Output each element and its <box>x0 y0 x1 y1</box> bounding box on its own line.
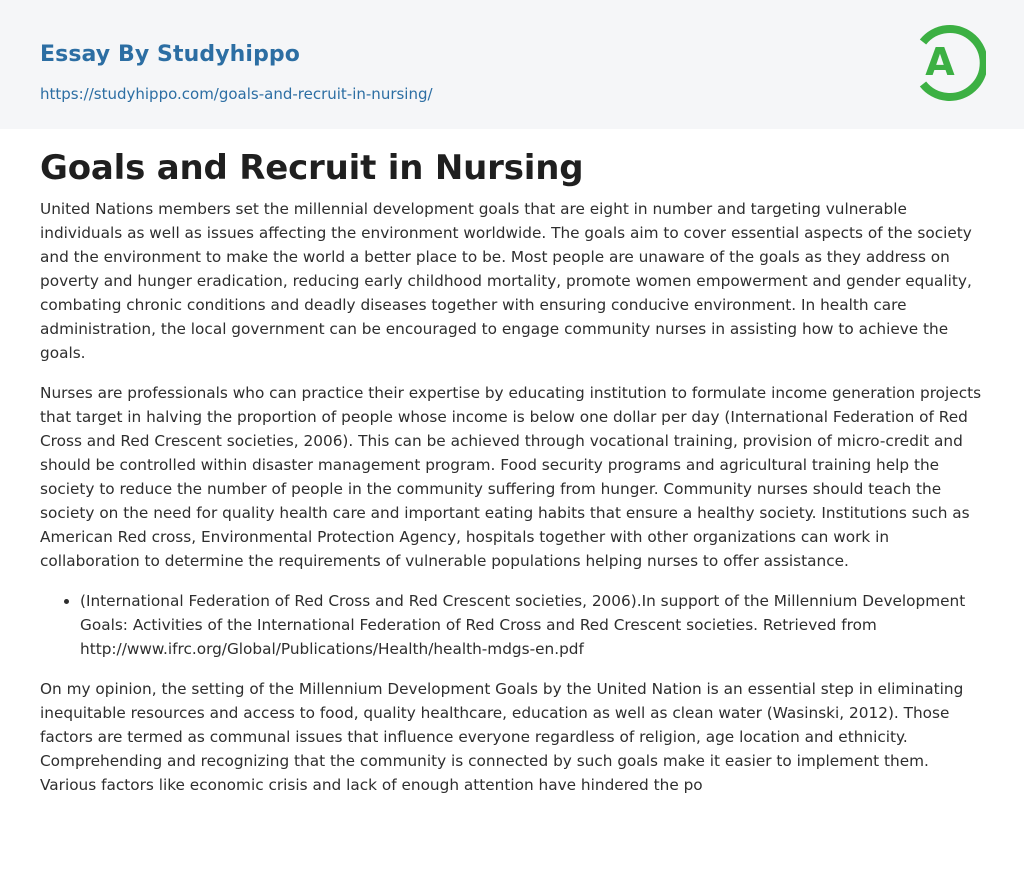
studyhippo-logo-icon[interactable] <box>912 20 986 106</box>
essay-paragraph-1: United Nations members set the millennial development goals that are eight in number and targeting vulnerable individuals as well as issues affecting the environment worldwide. The goals aim to cover essential aspects of the society and the environment to make the world a better place to be. Most people are unaware of the goals as they address on poverty and hunger eradication, reducing early childhood mortality, promote women empowerment and gender equality, combating chronic conditions and deadly diseases together with ensuring conducive environment. In health care administration, the local government can be encouraged to engage community nurses in assisting how to achieve the goals. <box>40 200 972 362</box>
reference-item: • (International Federation of Red Cross and Red Crescent societies, 2006).In support of the Millennium Development Goals: Activities of the International Federation of Red Cross and Red Crescent societies. Retrieved from http://www.ifrc.org/Global/Publications/Health/health-mdgs-en.pdf <box>80 589 985 661</box>
logo-letter: A <box>925 40 955 84</box>
essay-paragraph-3: On my opinion, the setting of the Millennium Development Goals by the United Nation is an essential step in eliminating inequitable resources and access to food, quality healthcare, education as well as clean water (Wasinski, 2012). Those factors are termed as communal issues that influence everyone regardless of religion, age location and ethnicity. Comprehending and recognizing that the community is connected by such goals make it easier to implement them. Various factors like economic crisis and lack of enough attention have hindered the po <box>40 680 964 794</box>
essay-content <box>40 146 985 813</box>
essay-title: Goals and Recruit in Nursing <box>40 148 584 188</box>
site-header <box>0 0 1024 129</box>
essay-paragraph-2: Nurses are professionals who can practice their expertise by educating institution to formulate income generation projects that target in halving the proportion of people whose income is below one dollar per day (International Federation of Red Cross and Red Crescent societies, 2006). This can be achieved through vocational training, provision of micro-credit and should be controlled within disaster management program. Food security programs and agricultural training help the society to reduce the number of people in the community suffering from hunger. Community nurses should teach the society on the need for quality health care and important eating habits that ensure a healthy society. Institutions such as American Red cross, Environmental Protection Agency, hospitals together with other organizations can work in collaboration to determine the requirements of vulnerable populations helping nurses to offer assistance. <box>40 384 982 570</box>
brand-title[interactable]: Essay By Studyhippo <box>40 42 300 67</box>
page-url-link[interactable]: https://studyhippo.com/goals-and-recruit-in-nursing/ <box>40 85 433 103</box>
reference-list <box>40 589 985 661</box>
